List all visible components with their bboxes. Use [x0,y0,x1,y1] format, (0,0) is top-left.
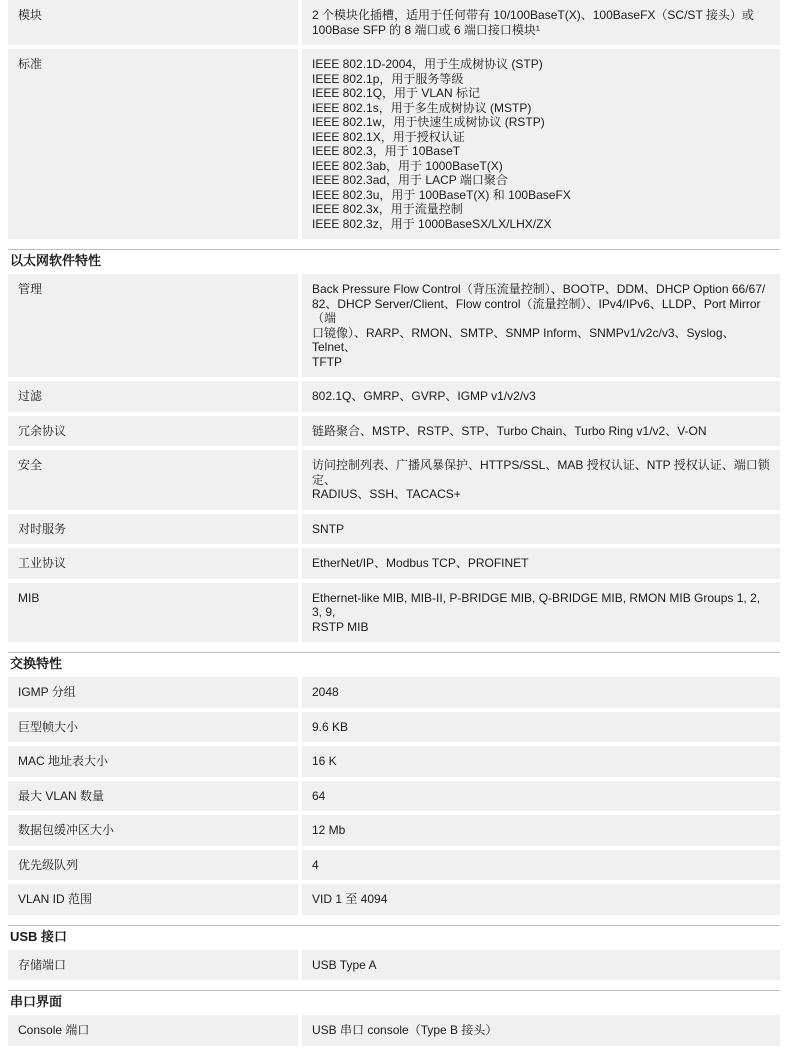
spec-value-line: IEEE 802.3ab，用于 1000BaseT(X) [312,158,503,173]
spec-value-line: IEEE 802.1p，用于服务等级 [312,71,464,86]
spec-row [8,416,780,447]
spec-value-line: IEEE 802.1X，用于授权认证 [312,129,465,144]
spec-label: 冗余协议 [8,416,298,447]
spec-row [8,950,780,981]
spec-value-line: 2 个模块化插槽，适用于任何带有 10/100BaseT(X)、100BaseFX（SC/ST 接头）或 [312,8,754,22]
spec-value [302,381,780,412]
spec-value-line: IEEE 802.1s，用于多生成树协议 (MSTP) [312,100,532,115]
spec-value-line: IEEE 802.1Q，用于 VLAN 标记 [312,86,481,100]
spec-row [8,450,780,510]
spec-value-line: IEEE 802.1w，用于快速生成树协议 (RSTP) [312,115,545,129]
spec-row [8,583,780,643]
spec-label: 管理 [8,274,298,377]
spec-value-line: RADIUS、SSH、TACACS+ [312,487,461,501]
spec-row [8,514,780,545]
spec-value-line: 64 [312,788,326,803]
section-heading: 以太网软件特性 [8,249,780,274]
spec-value-line: 802.1Q、GMRP、GVRP、IGMP v1/v2/v3 [312,389,536,403]
spec-label: 存储端口 [8,950,298,981]
spec-value-line: 链路聚合、MSTP、RSTP、STP、Turbo Chain、Turbo Ring v1/v2、V-ON [312,423,707,438]
spec-value-line: USB Type A [312,957,377,972]
spec-label: MAC 地址表大小 [8,746,298,777]
spec-value [302,49,780,239]
spec-value-line: 2048 [312,685,339,699]
spec-row [8,0,780,45]
spec-value-line: USB 串口 console（Type B 接头） [312,1023,498,1037]
spec-value [302,884,780,915]
spec-row [8,381,780,412]
spec-row [8,274,780,377]
section-heading: USB 接口 [8,925,780,950]
spec-row [8,49,780,239]
spec-row [8,884,780,915]
spec-value-line: SNTP [312,521,345,536]
spec-label: 标准 [8,49,298,239]
spec-label: 巨型帧大小 [8,712,298,743]
spec-value-line: IEEE 802.1D-2004，用于生成树协议 (STP) [312,57,543,71]
spec-row [8,850,780,881]
spec-value [302,950,780,981]
spec-value-line: Ethernet-like MIB, MIB-II, P-BRIDGE MIB, Q-BRIDGE MIB, RMON MIB Groups 1, 2, 3, 9, [312,590,761,619]
spec-sheet [8,0,780,1050]
section-heading: 交换特性 [8,652,780,677]
spec-row [8,746,780,777]
spec-value-line: 82、DHCP Server/Client、Flow control（流量控制）、IPv4/IPv6、LLDP、Port Mirror（端 [312,296,761,325]
spec-value-line: EtherNet/IP、Modbus TCP、PROFINET [312,556,529,570]
spec-row [8,712,780,743]
spec-label: 过滤 [8,381,298,412]
spec-value-line: 4 [312,857,319,872]
spec-value [302,677,780,708]
spec-value-line: IEEE 802.3，用于 10BaseT [312,144,461,158]
spec-value-line: 访问控制列表、广播风暴保护、HTTPS/SSL、MAB 授权认证、NTP 授权认证、端口锁定、 [312,458,770,487]
spec-value [302,712,780,743]
spec-value-line: RSTP MIB [312,619,369,634]
spec-label: 优先级队列 [8,850,298,881]
spec-value [302,746,780,777]
spec-value-line: 12 Mb [312,823,346,837]
spec-value [302,416,780,447]
spec-label: VLAN ID 范围 [8,884,298,915]
spec-label: 模块 [8,0,298,45]
spec-value [302,274,780,377]
spec-value-line: 16 K [312,754,337,768]
spec-value [302,548,780,579]
spec-value [302,781,780,812]
spec-value [302,850,780,881]
spec-value-line: 100Base SFP 的 8 端口或 6 端口接口模块¹ [312,22,540,37]
spec-value [302,450,780,510]
spec-value [302,583,780,643]
spec-label: 对时服务 [8,514,298,545]
spec-value [302,514,780,545]
spec-value-line: Back Pressure Flow Control（背压流量控制）、BOOTP、DDM、DHCP Option 66/67/ [312,282,766,296]
spec-value [302,815,780,846]
spec-label: IGMP 分组 [8,677,298,708]
spec-label: Console 端口 [8,1015,298,1046]
spec-row [8,781,780,812]
spec-value [302,1015,780,1046]
spec-value-line: IEEE 802.3x，用于流量控制 [312,202,463,216]
spec-label: 工业协议 [8,548,298,579]
spec-value-line: IEEE 802.3u，用于 100BaseT(X) 和 100BaseFX [312,187,571,202]
spec-value-line: 口镜像）、RARP、RMON、SMTP、SNMP Inform、SNMPv1/v2c/v3、Syslog、Telnet、 [312,325,735,354]
spec-value-line: IEEE 802.3z，用于 1000BaseSX/LX/LHX/ZX [312,216,552,231]
spec-value-line: VID 1 至 4094 [312,892,388,906]
spec-row [8,677,780,708]
spec-row [8,1015,780,1046]
spec-row [8,548,780,579]
spec-label: MIB [8,583,298,643]
spec-value-line: TFTP [312,354,342,369]
spec-value-line: 9.6 KB [312,719,349,734]
spec-row [8,815,780,846]
spec-value [302,0,780,45]
spec-label: 数据包缓冲区大小 [8,815,298,846]
spec-label: 安全 [8,450,298,510]
spec-value-line: IEEE 802.3ad，用于 LACP 端口聚合 [312,173,508,187]
spec-label: 最大 VLAN 数量 [8,781,298,812]
section-heading: 串口界面 [8,990,780,1015]
